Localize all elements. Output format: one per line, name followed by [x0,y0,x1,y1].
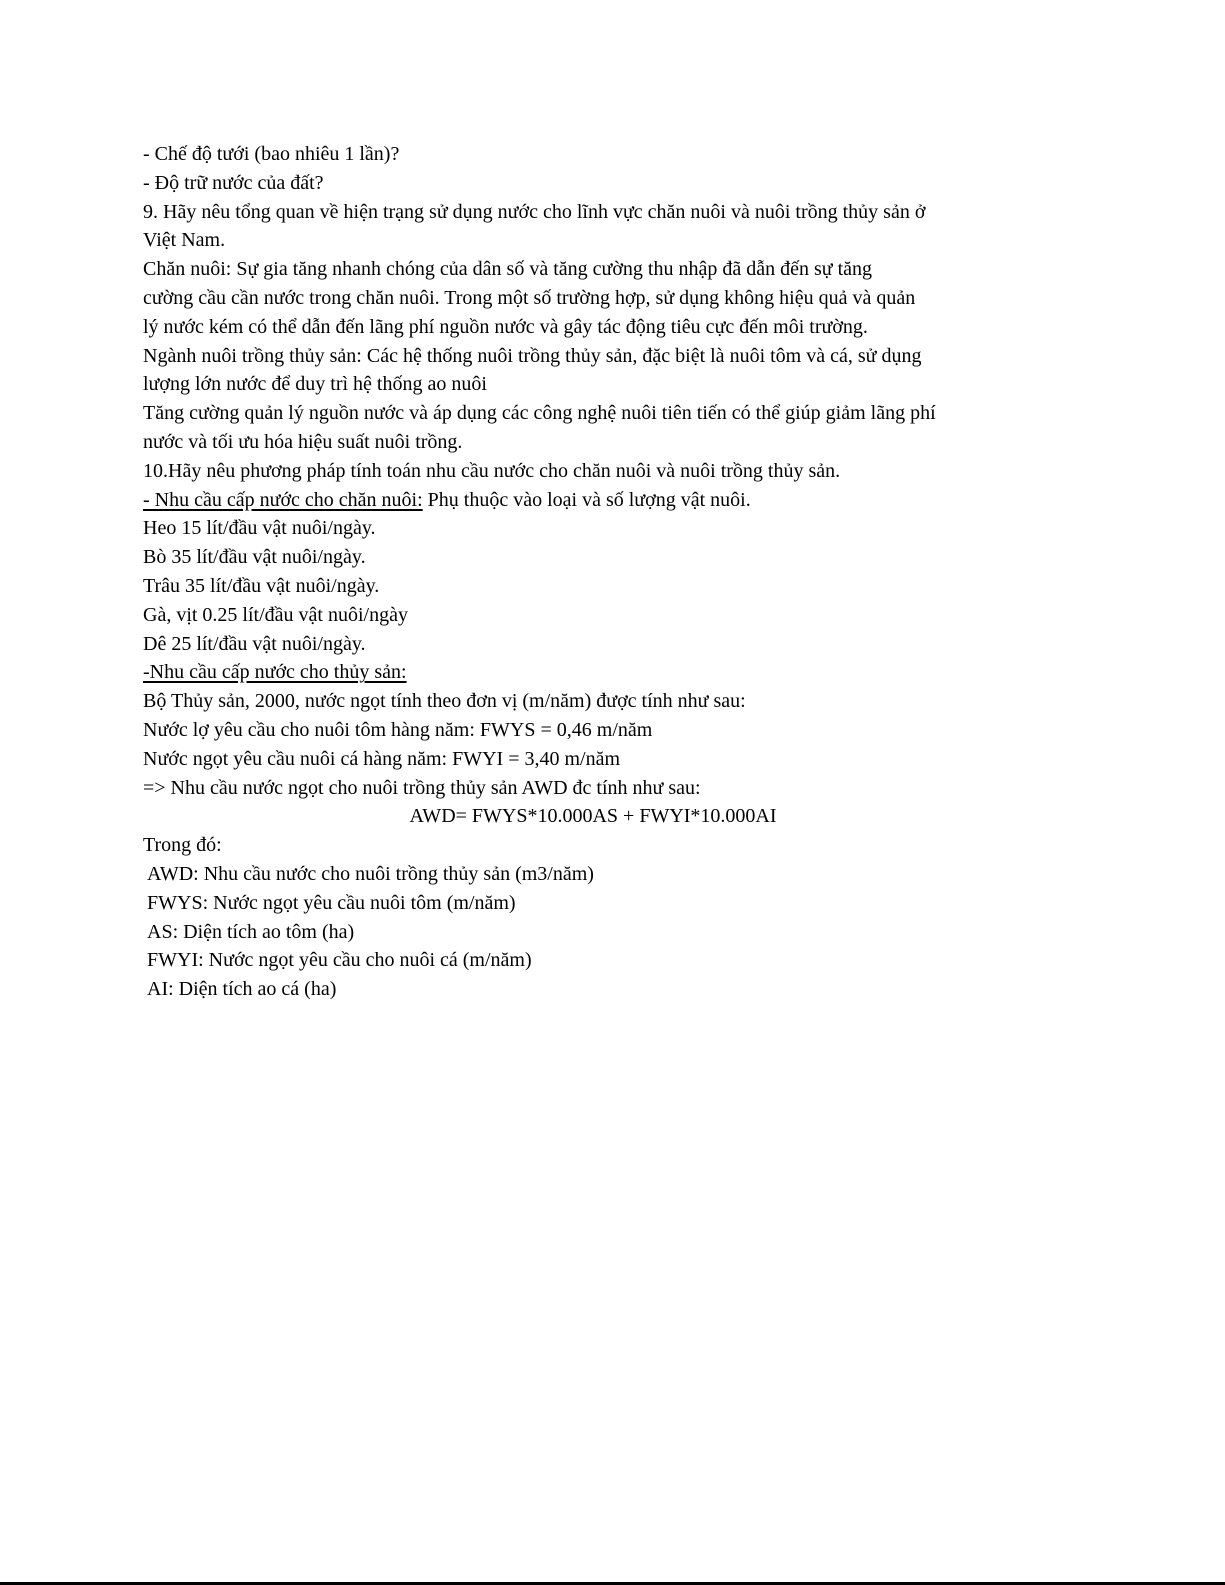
aquaculture-line: Bộ Thủy sản, 2000, nước ngọt tính theo đơn vị (m/năm) được tính như sau: [143,690,746,713]
awd-formula: AWD= FWYS*10.000AS + FWYI*10.000AI [409,805,777,828]
aquaculture-line: Nước lợ yêu cầu cho nuôi tôm hàng năm: FWYS = 0,46 m/năm [143,718,653,741]
question-9-line: 9. Hãy nêu tổng quan về hiện trạng sử dụng nước cho lĩnh vực chăn nuôi và nuôi trồng thủy sản ở [143,200,926,223]
definition-item: AWD: Nhu cầu nước cho nuôi trồng thủy sản (m3/năm) [147,862,594,885]
aquaculture-heading-text: -Nhu cầu cấp nước cho thủy sản: [143,661,407,684]
aquaculture-line: => Nhu cầu nước ngọt cho nuôi trồng thủy sản AWD đc tính như sau: [143,776,701,799]
aquaculture-paragraph-line: Ngành nuôi trồng thủy sản: Các hệ thống nuôi trồng thủy sản, đặc biệt là nuôi tôm và cá, sử dụng [143,344,922,367]
livestock-item: Trâu 35 lít/đầu vật nuôi/ngày. [143,574,380,597]
text-line: - Chế độ tưới (bao nhiêu 1 lần)? [143,143,400,165]
livestock-heading-rest: Phụ thuộc vào loại và số lượng vật nuôi. [422,488,751,511]
livestock-item: Bò 35 lít/đầu vật nuôi/ngày. [143,546,366,569]
livestock-item: Dê 25 lít/đầu vật nuôi/ngày. [143,632,366,655]
livestock-item: Gà, vịt 0.25 lít/đầu vật nuôi/ngày [143,603,408,626]
aquaculture-paragraph-line: lượng lớn nước để duy trì hệ thống ao nuôi [143,373,487,396]
definition-item: FWYS: Nước ngọt yêu cầu nuôi tôm (m/năm) [147,891,516,914]
definition-item: AI: Diện tích ao cá (ha) [147,978,337,1001]
livestock-heading-underlined: - Nhu cầu cấp nước cho chăn nuôi: [143,488,423,511]
livestock-item: Heo 15 lít/đầu vật nuôi/ngày. [143,517,376,540]
where-label: Trong đó: [143,834,222,857]
question-10-line: 10.Hãy nêu phương pháp tính toán nhu cầu nước cho chăn nuôi và nuôi trồng thủy sản. [143,459,841,482]
definition-item: AS: Diện tích ao tôm (ha) [147,920,355,943]
question-9-line: Việt Nam. [143,229,226,252]
definition-item: FWYI: Nước ngọt yêu cầu cho nuôi cá (m/năm) [147,949,532,972]
livestock-heading [143,486,1023,515]
aquaculture-line: Nước ngọt yêu cầu nuôi cá hàng năm: FWYI = 3,40 m/năm [143,747,621,770]
management-paragraph-line: Tăng cường quản lý nguồn nước và áp dụng các công nghệ nuôi tiên tiến có thể giúp giảm lãng phí [143,402,936,425]
management-paragraph-line: nước và tối ưu hóa hiệu suất nuôi trồng. [143,430,463,453]
livestock-paragraph-line: Chăn nuôi: Sự gia tăng nhanh chóng của dân số và tăng cường thu nhập đã dẫn đến sự tăng [143,258,873,281]
livestock-paragraph-line: cường cầu cần nước trong chăn nuôi. Trong một số trường hợp, sử dụng không hiệu quả và quản [143,286,916,309]
aquaculture-heading [143,658,1023,687]
document-body [143,140,1023,1004]
livestock-paragraph-line: lý nước kém có thể dẫn đến lãng phí nguồn nước và gây tác động tiêu cực đến môi trường. [143,315,868,338]
text-line: - Độ trữ nước của đất? [143,171,324,194]
